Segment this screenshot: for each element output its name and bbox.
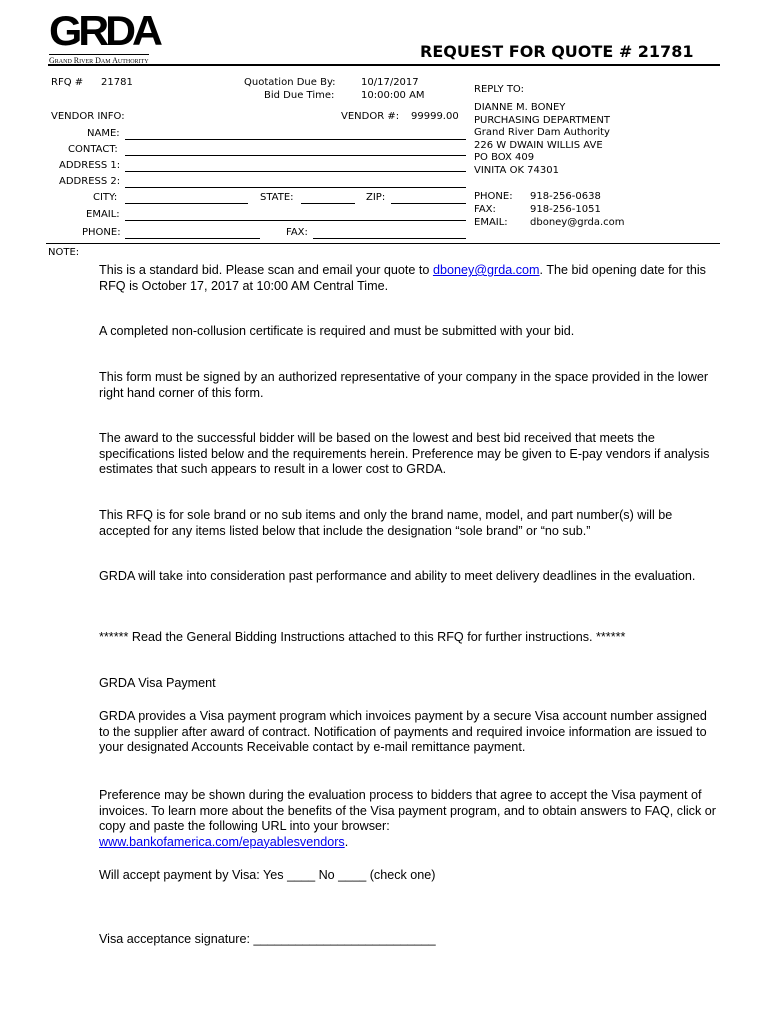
visa-signature-line: Visa acceptance signature: __________________________ bbox=[99, 932, 436, 946]
note-paragraph-3: This form must be signed by an authorized representative of your company in the space provided in the lower right hand corner of this form. bbox=[99, 370, 709, 400]
reply-to-line: 226 W DWAIN WILLIS AVE bbox=[474, 139, 603, 151]
reply-to-line: PURCHASING DEPARTMENT bbox=[474, 114, 610, 126]
city-label: CITY: bbox=[93, 192, 118, 203]
note-paragraph-10: Preference may be shown during the evaluation process to bidders that agree to accept the Visa payment of invoices. To learn more about the benefits of the Visa payment program, and to obtain answers to FAQ, click or copy and paste the following URL into your browser: www.bankofamerica.com/epayablesvendors. bbox=[99, 788, 716, 849]
zip-label: ZIP: bbox=[366, 192, 386, 203]
fax-field[interactable] bbox=[313, 238, 466, 239]
logo-rule bbox=[49, 54, 149, 55]
vendor-info-label: VENDOR INFO: bbox=[51, 111, 125, 122]
note-label: NOTE: bbox=[48, 247, 80, 258]
note-paragraph-5: This RFQ is for sole brand or no sub items and only the brand name, model, and part number(s) will be accepted for any items listed below that include the designation “sole brand” or “no sub.” bbox=[99, 508, 673, 538]
logo-text: GRDA bbox=[49, 7, 159, 54]
zip-field[interactable] bbox=[391, 203, 466, 204]
address2-field[interactable] bbox=[125, 187, 466, 188]
rfq-label: RFQ # bbox=[51, 77, 84, 88]
visa-heading: GRDA Visa Payment bbox=[99, 676, 216, 690]
note-text: This is a standard bid. Please scan and email your quote to bbox=[99, 263, 433, 277]
phone-field[interactable] bbox=[125, 238, 260, 239]
reply-to-line: PO BOX 409 bbox=[474, 152, 535, 164]
reply-fax-label: FAX: bbox=[474, 204, 496, 215]
name-label: NAME: bbox=[87, 128, 120, 139]
title-rule bbox=[48, 64, 720, 66]
note-paragraph-4: The award to the successful bidder will be based on the lowest and best bid received that meets the specifications listed below and the requirements herein. Preference may be given to E-pay vendors if analysis estimates that such appears to result in a lower cost to GRDA. bbox=[99, 431, 710, 477]
note-paragraph-6: GRDA will take into consideration past performance and ability to meet delivery deadlines in the evaluation. bbox=[99, 569, 696, 583]
address1-field[interactable] bbox=[125, 171, 466, 172]
visa-url-link[interactable]: www.bankofamerica.com/epayablesvendors bbox=[99, 834, 345, 849]
vendor-number-value: 99999.00 bbox=[411, 111, 459, 122]
reply-email-label: EMAIL: bbox=[474, 217, 508, 228]
bid-due-value: 10:00:00 AM bbox=[361, 90, 425, 101]
bid-due-label: Bid Due Time: bbox=[264, 90, 335, 101]
email-field[interactable] bbox=[125, 220, 466, 221]
note-paragraph-1 bbox=[99, 263, 719, 294]
rfq-value: 21781 bbox=[101, 77, 133, 88]
email-link[interactable]: dboney@grda.com bbox=[432, 263, 540, 277]
note-text: . The bid opening date for this RFQ is October 17, 2017 at 10:00 AM Central Time. bbox=[99, 263, 706, 293]
reply-to-label: REPLY TO: bbox=[474, 84, 524, 95]
fax-label: FAX: bbox=[286, 227, 308, 238]
note-text: Preference may be shown during the evaluation process to bidders that agree to accept the Visa payment of invoices. To learn more about the benefits of the Visa payment program, and to obtain answers to FAQ, click or copy and paste the following URL into your browser: bbox=[99, 788, 716, 834]
reply-phone-value: 918-256-0638 bbox=[530, 191, 601, 202]
note-paragraph-2: A completed non-collusion certificate is required and must be submitted with your bid. bbox=[99, 324, 575, 338]
note-paragraph-9: GRDA provides a Visa payment program which invoices payment by a secure Visa account number assigned to the supplier after award of contract. Notification of payments and required invoice information are issued to your designated Accounts Receivable contact by e-mail remittance payment. bbox=[99, 709, 707, 755]
logo-subtitle: Grand River Dam Authority bbox=[49, 56, 149, 65]
note-rule bbox=[46, 243, 720, 244]
email-label: EMAIL: bbox=[86, 209, 120, 220]
state-label: STATE: bbox=[260, 192, 294, 203]
reply-fax-value: 918-256-1051 bbox=[530, 204, 601, 215]
reply-to-line: VINITA OK 74301 bbox=[474, 164, 559, 176]
reply-to-line: Grand River Dam Authority bbox=[474, 127, 610, 139]
reply-to-address bbox=[474, 102, 610, 178]
name-field[interactable] bbox=[125, 139, 466, 140]
reply-phone-label: PHONE: bbox=[474, 191, 513, 202]
reply-email-value: dboney@grda.com bbox=[530, 217, 625, 228]
grda-logo bbox=[49, 7, 159, 65]
address2-label: ADDRESS 2: bbox=[59, 176, 121, 187]
vendor-number-label: VENDOR #: bbox=[341, 111, 400, 122]
city-field[interactable] bbox=[125, 203, 248, 204]
visa-accept-line: Will accept payment by Visa: Yes ____ No ____ (check one) bbox=[99, 868, 436, 882]
state-field[interactable] bbox=[301, 203, 355, 204]
quotation-due-label: Quotation Due By: bbox=[244, 77, 336, 88]
phone-label: PHONE: bbox=[82, 227, 121, 238]
quotation-due-value: 10/17/2017 bbox=[361, 77, 419, 88]
reply-to-line: DIANNE M. BONEY bbox=[474, 102, 566, 113]
contact-field[interactable] bbox=[125, 155, 466, 156]
address1-label: ADDRESS 1: bbox=[59, 160, 121, 171]
contact-label: CONTACT: bbox=[68, 144, 118, 155]
note-paragraph-7: ****** Read the General Bidding Instructions attached to this RFQ for further instructions. ****** bbox=[99, 630, 626, 644]
page-title: REQUEST FOR QUOTE # 21781 bbox=[420, 42, 694, 61]
